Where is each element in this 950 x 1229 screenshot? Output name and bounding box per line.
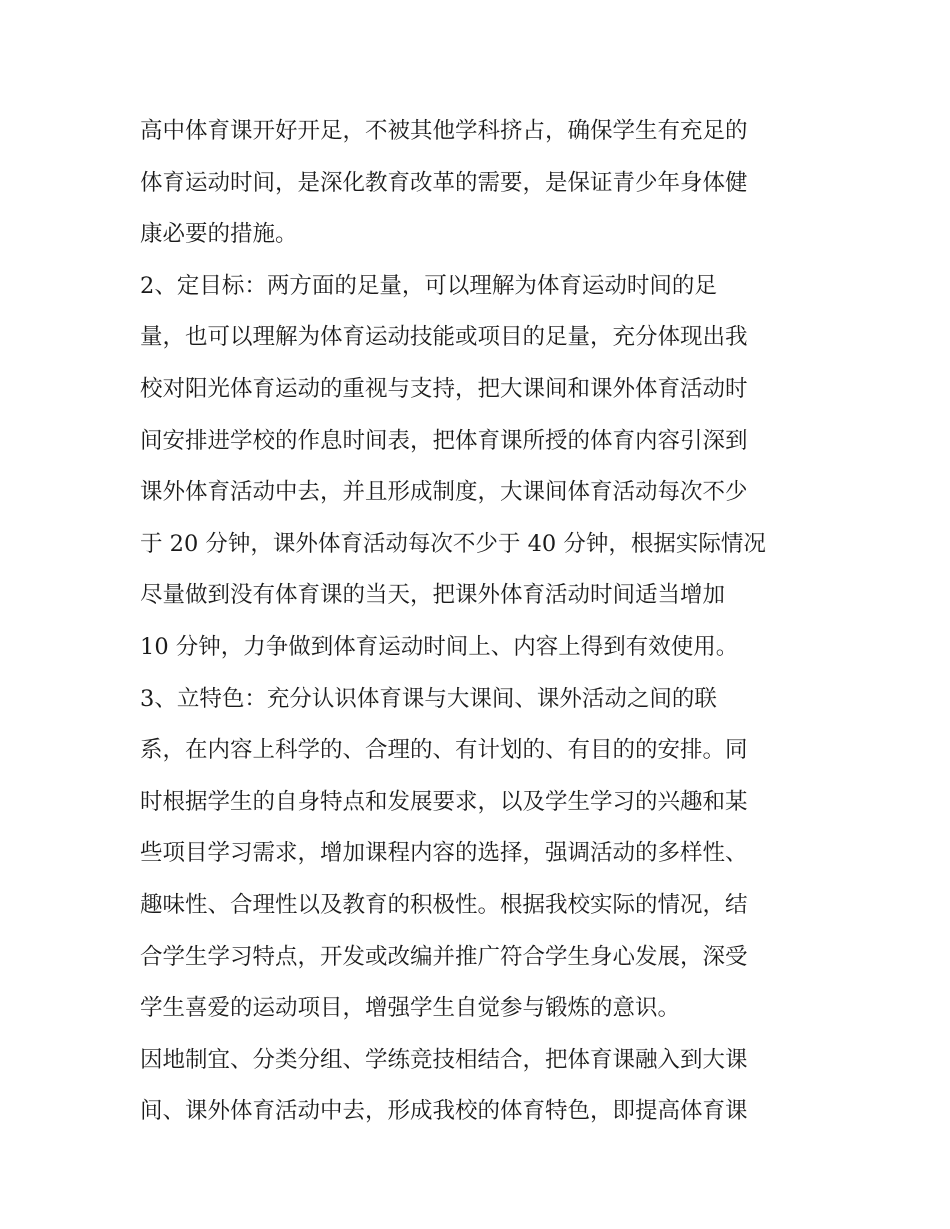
- text-line: 3、立特色：充分认识体育课与大课间、课外活动之间的联: [140, 685, 717, 712]
- text-line: 时根据学生的自身特点和发展要求，以及学生学习的兴趣和某: [140, 788, 748, 815]
- text-line: 康必要的措施。: [140, 221, 298, 248]
- text-line: 2、定目标：两方面的足量，可以理解为体育运动时间的足: [140, 272, 717, 299]
- body-text: [140, 106, 820, 1138]
- text-line: 于 20 分钟，课外体育活动每次不少于 40 分钟，根据实际情况: [140, 530, 766, 557]
- text-line: 间安排进学校的作息时间表，把体育课所授的体育内容引深到: [140, 427, 748, 454]
- text-line: 课外体育活动中去，并且形成制度，大课间体育活动每次不少: [140, 479, 748, 506]
- text-line: 量，也可以理解为体育运动技能或项目的足量，充分体现出我: [140, 324, 748, 351]
- text-line: 合学生学习特点，开发或改编并推广符合学生身心发展，深受: [140, 943, 748, 970]
- text-line: 尽量做到没有体育课的当天，把课外体育活动时间适当增加: [140, 582, 726, 609]
- text-line: 间、课外体育活动中去，形成我校的体育特色，即提高体育课: [140, 1098, 748, 1125]
- text-line: 趣味性、合理性以及教育的积极性。根据我校实际的情况，结: [140, 891, 748, 918]
- text-line: 校对阳光体育运动的重视与支持，把大课间和课外体育活动时: [140, 375, 748, 402]
- text-line: 体育运动时间，是深化教育改革的需要，是保证青少年身体健: [140, 169, 748, 196]
- text-line: 系，在内容上科学的、合理的、有计划的、有目的的安排。同: [140, 737, 748, 764]
- text-line: 10 分钟，力争做到体育运动时间上、内容上得到有效使用。: [140, 633, 739, 660]
- text-line: 些项目学习需求，增加课程内容的选择，强调活动的多样性、: [140, 840, 748, 867]
- text-line: 学生喜爱的运动项目，增强学生自觉参与锻炼的意识。: [140, 995, 681, 1022]
- text-line: 高中体育课开好开足，不被其他学科挤占，确保学生有充足的: [140, 118, 748, 144]
- text-line: 因地制宜、分类分组、学练竞技相结合，把体育课融入到大课: [140, 1046, 748, 1073]
